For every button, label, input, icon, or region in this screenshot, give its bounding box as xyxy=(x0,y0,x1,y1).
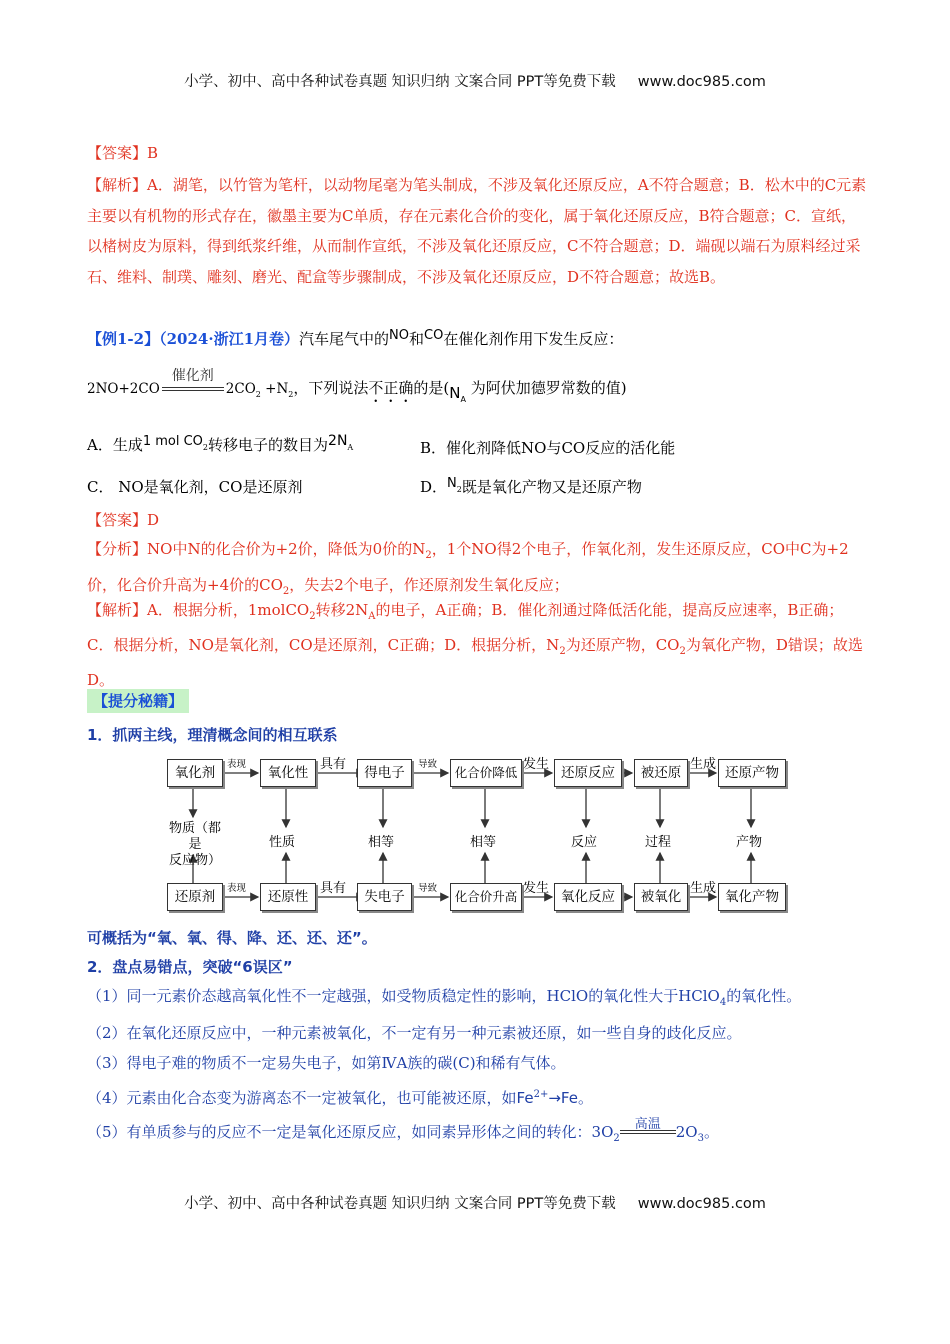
tip-text: （3）得电子难的物质不一定易失电子，如第ⅣA族的碳(C)和稀有气体。 xyxy=(87,1054,566,1072)
tip-text: （1）同一元素价态越高氧化性不一定越强，如受物质稳定性的影响，HClO的氧化性大于HClO xyxy=(87,987,720,1005)
analysis-text: 转移2N xyxy=(315,601,369,619)
link-label: 导致 xyxy=(418,759,438,770)
fenxi-text: ，1个NO得2个电子，作氧化剂，发生还原反应，CO中C为+2价，化合价升高为+4价的CO xyxy=(87,540,849,594)
tip-3 xyxy=(87,1049,867,1079)
link-label: 生成 xyxy=(690,881,717,896)
box-valence-up: 化合价升高 xyxy=(450,883,522,911)
tips-title: 【提分秘籍】 xyxy=(87,689,189,713)
link-label: 具有 xyxy=(320,757,347,772)
fe-symbol: Fe xyxy=(516,1088,534,1107)
option-a[interactable]: A．生成1 mol $CO_2$转移电子的数目为$2N_A$ xyxy=(87,433,354,454)
option-b[interactable] xyxy=(420,437,675,458)
tips-heading-2: 2．盘点易错点，突破“6误区” xyxy=(87,958,293,976)
page-header xyxy=(0,70,950,91)
catalyst-arrow xyxy=(162,368,224,396)
link-label: 导致 xyxy=(418,883,438,894)
mid-label-property: 性质 xyxy=(269,835,296,850)
stem-part: ，下列说法 xyxy=(293,379,369,397)
eq-right-n: +N xyxy=(260,381,289,397)
tips-heading-1: 1．抓两主线，理清概念间的相互联系 xyxy=(87,726,338,744)
equation-line xyxy=(87,368,867,410)
option-d[interactable]: D．$N_2$既是氧化产物又是还原产物 xyxy=(420,476,642,496)
box-reductant: 还原剂 xyxy=(167,883,223,911)
option-c[interactable] xyxy=(87,476,302,497)
avogadro-symbol xyxy=(449,379,466,415)
tip-text: 的氧化性。 xyxy=(726,987,802,1005)
box-reduced: 被还原 xyxy=(634,759,688,787)
analysis-label: 【解析】 xyxy=(87,176,148,194)
catalyst-label: 催化剂 xyxy=(171,368,214,384)
concept-diagram xyxy=(165,755,790,920)
stem-part: 在催化剂作用下发生反应： xyxy=(443,330,624,348)
footer-text: 小学、初中、高中各种试卷真题 知识归纳 文案合同 PPT等免费下载 xyxy=(184,1196,616,1212)
mid-label-process: 过程 xyxy=(645,835,672,850)
option-a-mol: 1 mol CO xyxy=(142,434,203,449)
tip-text: （4）元素由化合态变为游离态不一定被氧化，也可能被还原，如 xyxy=(87,1088,517,1107)
reaction-equation: 2NO+2CO 催化剂 $2CO_2 +N_2$ xyxy=(87,375,293,409)
option-a-label: A．生成 xyxy=(87,436,143,454)
analysis-2: 【解析】A．根据分析，1molCO$_2$转移$2N_A$的电子，A正确；B．催化剂通过降低活化能，提高反应速率，B正确；C．根据分析，NO是氧化剂，CO是还原剂，C正确；D．根据分析，$N_2$为还原产物，$CO_2$为氧化产物，D错误；故选D。 xyxy=(87,601,863,689)
answer-value: B xyxy=(147,144,159,162)
tip-text: （5）有单质参与的反应不一定是氧化还原反应，如同素异形体之间的转化：3O xyxy=(87,1123,614,1141)
answer-label: 【答案】 xyxy=(87,144,148,162)
mid-label-equal-1: 相等 xyxy=(368,835,395,850)
box-gain-electron: 得电子 xyxy=(357,759,412,787)
option-d-text: 既是氧化产物又是还原产物 xyxy=(461,478,642,496)
tip-5: （5）有单质参与的反应不一定是氧化还原反应，如同素异形体之间的转化：$3O_2$ 高温 $2O_3$。 xyxy=(87,1118,867,1154)
box-reduction-reaction: 还原反应 xyxy=(554,759,622,787)
box-oxidized: 被氧化 xyxy=(634,883,688,911)
fenxi-text: NO中N的化合价为+2价，降低为0价的N xyxy=(147,540,426,558)
stem-part: 汽车尾气中的 xyxy=(299,330,390,348)
page-footer xyxy=(0,1192,950,1213)
tip-4 xyxy=(87,1080,867,1114)
stem-part: 的是( xyxy=(413,379,450,397)
header-text: 小学、初中、高中各种试卷真题 知识归纳 文案合同 PPT等免费下载 xyxy=(184,74,616,90)
answer-1 xyxy=(87,139,867,169)
stem-part: 为阿伏加德罗常数的值) xyxy=(466,379,627,397)
analysis-text: A．湖笔，以竹管为笔杆，以动物尾毫为笔头制成，不涉及氧化还原反应，A不符合题意；B．松木中的C元素主要以有机物的形式存在，徽墨主要为C单质，存在元素化合价的变化，属于氧化还原反应，B符合题意；C．宣纸，以楮树皮为原料，得到纸浆纤维，从而制作宣纸，不涉及氧化还原反应，C不符合题意；D．端砚以端石为原料经过采石、维料、制璞、雕刻、磨光、配盒等步骤制成，不涉及氧化还原反应，D不符合题意；故选B。 xyxy=(87,176,867,286)
box-oxidant: 氧化剂 xyxy=(167,759,223,787)
answer-2 xyxy=(87,506,867,536)
analysis-text: 为氧化产物，D错误；故选D。 xyxy=(87,636,863,689)
formula-no: NO xyxy=(389,328,410,343)
option-d-n: N xyxy=(447,476,457,491)
link-label: 生成 xyxy=(690,757,717,772)
analysis-1 xyxy=(87,170,867,292)
tip-2 xyxy=(87,1019,867,1049)
eq-left: 2NO+2CO xyxy=(87,381,160,397)
high-temp-label: 高温 xyxy=(634,1117,661,1132)
link-label: 发生 xyxy=(523,881,550,896)
emphasis-not-correct: 不正确 xyxy=(368,379,414,397)
footer-site[interactable]: www.doc985.com xyxy=(637,1196,766,1212)
link-label: 表现 xyxy=(227,883,247,894)
example-tag: 【例1-2】 xyxy=(87,330,160,348)
fenxi-label: 【分析】 xyxy=(87,540,148,558)
analysis-text: 的电子，A正确；B．催化剂通过降低活化能，提高反应速率，B正确；C．根据分析，NO是氧化剂，CO是还原剂，C正确；D．根据分析，N xyxy=(87,601,844,654)
tip-text: 2O xyxy=(675,1123,698,1141)
example-source: （2024·浙江1月卷） xyxy=(159,330,300,348)
tip-text: （2）在氧化还原反应中，一种元素被氧化，不一定有另一种元素被还原，如一些自身的歧化反应。 xyxy=(87,1023,742,1042)
box-oxidizing: 氧化性 xyxy=(260,759,316,787)
link-label: 表现 xyxy=(227,759,247,770)
stem-part: 和 xyxy=(409,330,425,348)
option-a-value: 2N xyxy=(328,433,348,449)
high-temp-arrow xyxy=(620,1117,676,1140)
box-oxidation-product: 氧化产物 xyxy=(718,883,786,911)
eq-right-co: 2CO xyxy=(225,381,256,397)
analysis-text: 为还原产物，CO xyxy=(565,636,680,654)
fe-charge: 2+ xyxy=(533,1088,549,1100)
example-1-2 xyxy=(87,325,867,356)
box-valence-down: 化合价降低 xyxy=(450,759,522,787)
analysis-label: 【解析】 xyxy=(87,601,148,619)
formula-co: CO xyxy=(424,328,444,343)
mid-label-equal-2: 相等 xyxy=(470,835,497,850)
tip-text: 。 xyxy=(703,1123,719,1141)
box-reducing: 还原性 xyxy=(260,883,316,911)
option-c-text: C． NO是氧化剂，CO是还原剂 xyxy=(87,478,303,496)
option-a-mid: 转移电子的数目为 xyxy=(208,436,329,454)
box-reduction-product: 还原产物 xyxy=(718,759,786,787)
answer-value: D xyxy=(147,511,160,529)
link-label: 具有 xyxy=(320,881,347,896)
analysis-text: A．根据分析，1molCO xyxy=(147,601,310,619)
mid-label-product: 产物 xyxy=(736,835,763,850)
fenxi: 【分析】NO中N的化合价为+2价，降低为0价的$N_2$，1个NO得2个电子，作氧化剂，发生还原反应，CO中C为+2价，化合价升高为+4价的$CO_2$，失去2个电子，作还原剂发生氧化反应； xyxy=(87,540,849,597)
tip-1 xyxy=(87,982,867,1018)
mid-label-substance: 物质（都是 反应物） xyxy=(168,821,221,868)
mid-label-reaction: 反应 xyxy=(571,835,598,850)
header-site[interactable]: www.doc985.com xyxy=(637,74,766,90)
option-b-text: B．催化剂降低NO与CO反应的活化能 xyxy=(420,439,676,457)
tip-text: 。 xyxy=(577,1088,593,1107)
fenxi-text: ，失去2个电子，作还原剂发生氧化反应； xyxy=(289,575,569,594)
tips-summary: 可概括为“氧、氧、得、降、还、还、还”。 xyxy=(87,929,377,947)
tip-sub: 4 xyxy=(719,997,727,1008)
tips-points xyxy=(87,982,867,1154)
option-d-label: D． xyxy=(420,478,448,496)
link-label: 发生 xyxy=(523,757,550,772)
box-lose-electron: 失电子 xyxy=(357,883,412,911)
na-sub: A xyxy=(460,395,466,404)
box-oxidation-reaction: 氧化反应 xyxy=(554,883,622,911)
na-letter: N xyxy=(449,384,461,402)
answer-label: 【答案】 xyxy=(87,511,148,529)
fe-arrow: →Fe xyxy=(548,1088,578,1107)
